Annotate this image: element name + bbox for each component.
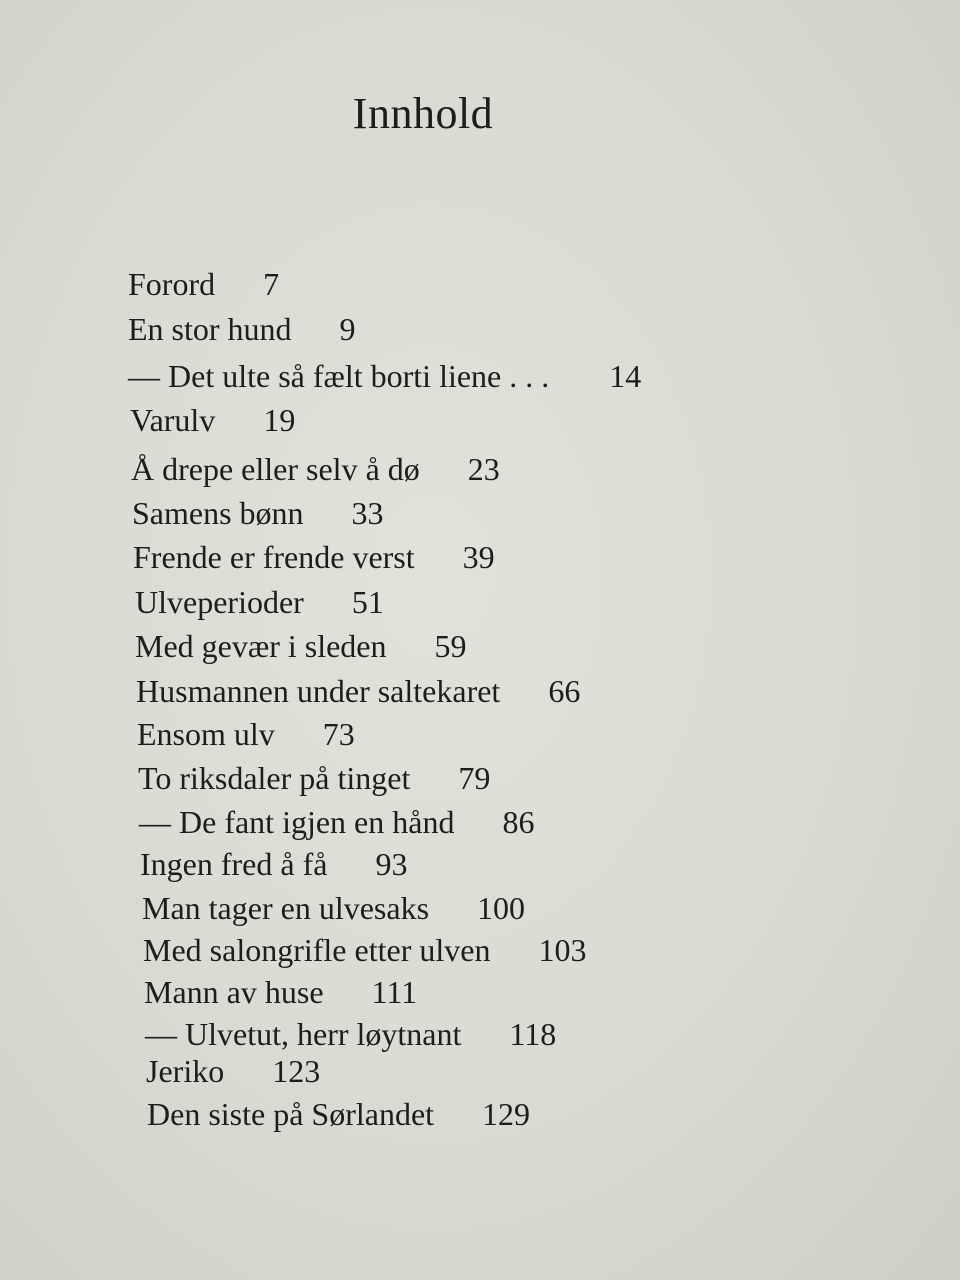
entry-page-number: 59 bbox=[434, 628, 467, 664]
entry-title: Frende er frende verst bbox=[133, 539, 415, 575]
entry-title: Mann av huse bbox=[144, 974, 324, 1010]
toc-entry bbox=[147, 1094, 530, 1134]
entry-title: Forord bbox=[128, 266, 216, 302]
toc-entry bbox=[135, 626, 467, 666]
entry-page-number: 123 bbox=[272, 1053, 321, 1089]
toc-entry bbox=[135, 582, 384, 622]
toc-entry bbox=[145, 1014, 556, 1054]
entry-title: Ulveperioder bbox=[135, 584, 304, 620]
entry-page-number: 73 bbox=[322, 716, 355, 752]
entry-title: Den siste på Sørlandet bbox=[147, 1096, 435, 1132]
toc-entry bbox=[137, 714, 355, 754]
toc-entry bbox=[136, 671, 580, 711]
entry-page-number: 33 bbox=[351, 495, 384, 531]
toc-entry bbox=[132, 493, 384, 533]
toc-entry bbox=[144, 972, 417, 1012]
toc-entry bbox=[128, 264, 279, 304]
entry-title: Varulv bbox=[130, 402, 216, 438]
entry-title: Ensom ulv bbox=[137, 716, 275, 752]
entry-page-number: 66 bbox=[548, 673, 581, 709]
entry-title: Å drepe eller selv å dø bbox=[131, 451, 420, 487]
entry-page-number: 100 bbox=[477, 890, 526, 926]
toc-entry bbox=[140, 844, 407, 884]
toc-entry bbox=[131, 449, 500, 489]
entry-title: En stor hund bbox=[128, 311, 292, 347]
entry-page-number: 118 bbox=[509, 1016, 557, 1052]
entry-page-number: 111 bbox=[371, 974, 418, 1010]
entry-title: Samens bønn bbox=[132, 495, 304, 531]
entry-title: To riksdaler på tinget bbox=[138, 760, 411, 796]
entry-page-number: 93 bbox=[375, 846, 408, 882]
entry-page-number: 19 bbox=[263, 402, 296, 438]
toc-entry bbox=[130, 400, 295, 440]
entry-title: Med salongrifle etter ulven bbox=[143, 932, 491, 968]
entry-title: Ingen fred å få bbox=[140, 846, 328, 882]
entry-title: Med gevær i sleden bbox=[135, 628, 387, 664]
entry-title: — De fant igjen en hånd bbox=[139, 804, 455, 840]
entry-title: Husmannen under saltekaret bbox=[136, 673, 501, 709]
entry-title: — Det ulte så fælt borti liene . . . bbox=[128, 358, 550, 394]
toc-entry bbox=[133, 537, 495, 577]
entry-page-number: 51 bbox=[351, 584, 384, 620]
entry-page-number: 9 bbox=[339, 311, 356, 347]
entry-page-number: 86 bbox=[502, 804, 535, 840]
entry-page-number: 23 bbox=[467, 451, 500, 487]
entry-page-number: 14 bbox=[609, 358, 642, 394]
toc-entry bbox=[139, 802, 534, 842]
toc-entry bbox=[146, 1051, 320, 1091]
toc-entry bbox=[128, 309, 356, 349]
entry-page-number: 7 bbox=[263, 266, 280, 302]
toc-entry bbox=[143, 930, 586, 970]
toc-entry bbox=[142, 888, 525, 928]
entry-title: Man tager en ulvesaks bbox=[142, 890, 430, 926]
entry-page-number: 39 bbox=[462, 539, 495, 575]
entry-page-number: 129 bbox=[482, 1096, 531, 1132]
entry-title: — Ulvetut, herr løytnant bbox=[145, 1016, 462, 1052]
entry-page-number: 79 bbox=[458, 760, 491, 796]
toc-entry bbox=[138, 758, 490, 798]
toc-entry bbox=[128, 356, 641, 396]
entry-page-number: 103 bbox=[538, 932, 587, 968]
entry-title: Jeriko bbox=[146, 1053, 225, 1089]
page-title: Innhold bbox=[352, 89, 494, 138]
